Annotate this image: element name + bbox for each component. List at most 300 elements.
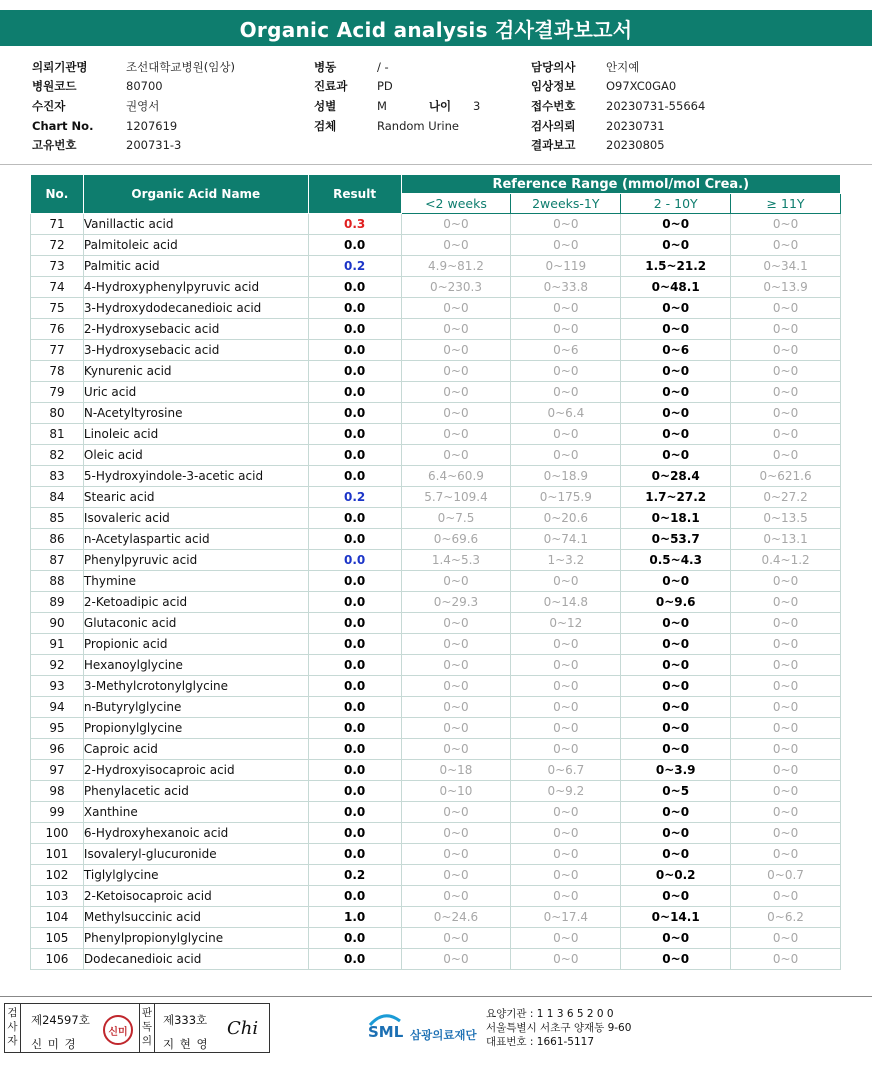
reference-range: 0~18: [401, 760, 511, 781]
reference-range: 0~0: [731, 613, 841, 634]
result-value: 0.2: [308, 865, 401, 886]
acid-name: Methylsuccinic acid: [83, 907, 308, 928]
reference-range: 0~0: [511, 319, 621, 340]
reference-range: 0~0: [731, 361, 841, 382]
row-number: 100: [31, 823, 84, 844]
reference-range: 0~0: [731, 382, 841, 403]
reference-range: 0~0: [511, 298, 621, 319]
acid-name: n-Butyrylglycine: [83, 697, 308, 718]
row-number: 106: [31, 949, 84, 970]
reference-range: 0~0: [511, 949, 621, 970]
reference-range: 0~5: [621, 781, 731, 802]
row-number: 98: [31, 781, 84, 802]
reference-range: 0.4~1.2: [731, 550, 841, 571]
info-row: [531, 57, 705, 77]
table-row: [31, 886, 841, 907]
reference-range: 0~0: [621, 235, 731, 256]
reference-range: 0~0: [621, 949, 731, 970]
age-label: 나이: [428, 98, 452, 113]
reference-range: 0~0: [731, 571, 841, 592]
row-number: 95: [31, 718, 84, 739]
reference-range: 0~20.6: [511, 508, 621, 529]
acid-name: Caproic acid: [83, 739, 308, 760]
table-row: [31, 592, 841, 613]
reference-range: 0~0: [621, 361, 731, 382]
reference-range: 0~74.1: [511, 529, 621, 550]
reference-range: 0~48.1: [621, 277, 731, 298]
info-row: [314, 57, 480, 77]
table-row: [31, 340, 841, 361]
reference-range: 0~0: [731, 655, 841, 676]
reference-range: 0~0: [731, 424, 841, 445]
table-row: [31, 319, 841, 340]
result-value: 0.2: [308, 487, 401, 508]
row-number: 84: [31, 487, 84, 508]
reference-range: 0~0: [401, 571, 511, 592]
reference-range: 0~0: [401, 613, 511, 634]
result-value: 0.0: [308, 466, 401, 487]
table-row: [31, 676, 841, 697]
header-name: Organic Acid Name: [83, 175, 308, 214]
approver-number: 제333호: [163, 1013, 208, 1027]
reference-range: 0~0: [511, 697, 621, 718]
reference-range: 0~0: [621, 298, 731, 319]
row-number: 76: [31, 319, 84, 340]
report-title-banner: [0, 10, 872, 46]
reference-range: 0~0: [401, 739, 511, 760]
reference-range: 0~0: [511, 739, 621, 760]
acid-name: 2-Ketoadipic acid: [83, 592, 308, 613]
table-row: [31, 235, 841, 256]
result-value: 0.0: [308, 571, 401, 592]
table-row: [31, 697, 841, 718]
reference-range: 0~0: [621, 214, 731, 235]
info-column-right: [531, 57, 705, 155]
reference-range: 1.7~27.2: [621, 487, 731, 508]
reference-range: 0~29.3: [401, 592, 511, 613]
reference-range: 0~0: [731, 844, 841, 865]
header-ref-col: <2 weeks: [401, 194, 511, 214]
approver-signature: Chi: [227, 1018, 259, 1039]
reference-range: 0~0: [731, 718, 841, 739]
reference-range: 0~18.1: [621, 508, 731, 529]
tester-label: 검사자: [5, 1004, 21, 1052]
acid-name: 2-Hydroxysebacic acid: [83, 319, 308, 340]
logo-mark: SML: [368, 1023, 404, 1041]
reference-range: 0~0: [731, 319, 841, 340]
reference-range: 0~0: [511, 634, 621, 655]
result-value: 0.0: [308, 592, 401, 613]
row-number: 77: [31, 340, 84, 361]
reference-range: 0~0: [621, 844, 731, 865]
reference-range: 0~0: [621, 655, 731, 676]
header-ref-col: 2 - 10Y: [621, 194, 731, 214]
info-column-middle: [314, 57, 480, 135]
row-number: 78: [31, 361, 84, 382]
row-number: 75: [31, 298, 84, 319]
info-row: [32, 96, 235, 116]
reference-range: 0~0: [731, 802, 841, 823]
reference-range: 0~0: [731, 886, 841, 907]
result-value: 0.0: [308, 844, 401, 865]
reference-range: 0~13.9: [731, 277, 841, 298]
info-value: 20230805: [606, 138, 665, 153]
reference-range: 0~14.8: [511, 592, 621, 613]
result-value: 0.0: [308, 823, 401, 844]
result-value: 0.0: [308, 319, 401, 340]
table-row: [31, 739, 841, 760]
acid-name: Uric acid: [83, 382, 308, 403]
result-value: 0.0: [308, 634, 401, 655]
reference-range: 0~0: [511, 655, 621, 676]
tester-seal: 신미: [103, 1015, 133, 1045]
reference-range: 0~28.4: [621, 466, 731, 487]
result-value: 0.0: [308, 886, 401, 907]
reference-range: 0~24.6: [401, 907, 511, 928]
reference-range: 0~0.7: [731, 865, 841, 886]
result-value: 0.0: [308, 697, 401, 718]
reference-range: 0~0: [511, 718, 621, 739]
table-row: [31, 382, 841, 403]
reference-range: 0~0: [511, 844, 621, 865]
result-value: 0.0: [308, 718, 401, 739]
reference-range: 0~0: [731, 781, 841, 802]
reference-range: 0~0: [731, 340, 841, 361]
acid-name: Isovaleric acid: [83, 508, 308, 529]
row-number: 82: [31, 445, 84, 466]
tester-name: 신 미 경: [31, 1037, 77, 1051]
row-number: 89: [31, 592, 84, 613]
result-value: 0.0: [308, 235, 401, 256]
row-number: 102: [31, 865, 84, 886]
reference-range: 0~0: [731, 760, 841, 781]
header-reference-range: Reference Range (mmol/mol Crea.): [401, 175, 840, 194]
reference-range: 0~0: [621, 676, 731, 697]
reference-range: 0~0: [621, 445, 731, 466]
table-row: [31, 277, 841, 298]
reference-range: 0~0: [621, 697, 731, 718]
row-number: 99: [31, 802, 84, 823]
info-value: 20230731: [606, 118, 665, 133]
table-row: [31, 781, 841, 802]
row-number: 91: [31, 634, 84, 655]
info-label: 고유번호: [32, 138, 77, 153]
info-value: 20230731-55664: [606, 98, 706, 113]
row-number: 104: [31, 907, 84, 928]
result-value: 0.2: [308, 256, 401, 277]
info-label: 접수번호: [531, 98, 576, 113]
info-label: 병동: [314, 59, 337, 74]
reference-range: 0~0: [511, 571, 621, 592]
reference-range: 0~9.2: [511, 781, 621, 802]
table-row: [31, 634, 841, 655]
report-title: Organic Acid analysis 검사결과보고서: [239, 17, 633, 42]
reference-range: 0~0: [511, 928, 621, 949]
info-row: [314, 96, 480, 116]
info-label: 성별: [314, 98, 337, 113]
reference-range: 0~0: [621, 718, 731, 739]
reference-range: 0~0: [511, 823, 621, 844]
result-value: 0.0: [308, 403, 401, 424]
result-value: 0.0: [308, 613, 401, 634]
reference-range: 0~13.1: [731, 529, 841, 550]
address-line: 서울특별시 서초구 양재동 9-60: [486, 1022, 632, 1034]
reference-range: 0~0: [401, 319, 511, 340]
acid-name: Palmitic acid: [83, 256, 308, 277]
info-row: [314, 77, 480, 97]
result-value: 0.0: [308, 760, 401, 781]
info-label: 병원코드: [32, 79, 77, 94]
acid-name: 2-Ketoisocaproic acid: [83, 886, 308, 907]
result-value: 0.0: [308, 781, 401, 802]
reference-range: 6.4~60.9: [401, 466, 511, 487]
info-label: 검체: [314, 118, 337, 133]
reference-range: 0~0: [621, 319, 731, 340]
row-number: 105: [31, 928, 84, 949]
info-value: 1207619: [126, 118, 178, 133]
table-row: [31, 907, 841, 928]
row-number: 81: [31, 424, 84, 445]
row-number: 88: [31, 571, 84, 592]
table-row: [31, 802, 841, 823]
table-row: [31, 298, 841, 319]
reference-range: 0~0: [401, 949, 511, 970]
reference-range: 0~12: [511, 613, 621, 634]
acid-name: Palmitoleic acid: [83, 235, 308, 256]
reference-range: 0~0: [511, 865, 621, 886]
info-row: [32, 116, 235, 136]
row-number: 93: [31, 676, 84, 697]
result-value: 0.3: [308, 214, 401, 235]
reference-range: 0~0: [401, 382, 511, 403]
reference-range: 0~0: [511, 214, 621, 235]
reference-range: 0~0: [731, 445, 841, 466]
reference-range: 0~0: [511, 802, 621, 823]
result-value: 0.0: [308, 802, 401, 823]
acid-name: 3-Hydroxysebacic acid: [83, 340, 308, 361]
reference-range: 0~119: [511, 256, 621, 277]
table-row: [31, 571, 841, 592]
reference-range: 0~6: [621, 340, 731, 361]
table-row: [31, 655, 841, 676]
reference-range: 0~10: [401, 781, 511, 802]
header-ref-col: 2weeks-1Y: [511, 194, 621, 214]
acid-name: n-Acetylaspartic acid: [83, 529, 308, 550]
reference-range: 0~7.5: [401, 508, 511, 529]
acid-name: Propionylglycine: [83, 718, 308, 739]
reference-range: 0~0: [731, 676, 841, 697]
reference-range: 0~0: [731, 823, 841, 844]
acid-name: Hexanoylglycine: [83, 655, 308, 676]
reference-range: 5.7~109.4: [401, 487, 511, 508]
row-number: 96: [31, 739, 84, 760]
reference-range: 0~34.1: [731, 256, 841, 277]
reference-range: 1.4~5.3: [401, 550, 511, 571]
table-row: [31, 928, 841, 949]
info-label: 담당의사: [531, 59, 576, 74]
reference-range: 0~0: [621, 571, 731, 592]
reference-range: 0~0: [621, 634, 731, 655]
info-label: 수진자: [32, 98, 66, 113]
acid-name: Linoleic acid: [83, 424, 308, 445]
acid-name: Propionic acid: [83, 634, 308, 655]
acid-name: N-Acetyltyrosine: [83, 403, 308, 424]
patient-info-section: [0, 52, 872, 165]
reference-range: 0~0: [401, 361, 511, 382]
row-number: 86: [31, 529, 84, 550]
result-value: 0.0: [308, 340, 401, 361]
table-row: [31, 361, 841, 382]
info-value: 조선대학교병원(임상): [126, 59, 235, 74]
reference-range: 0~0: [621, 886, 731, 907]
info-value: 200731-3: [126, 138, 182, 153]
reference-range: 0~6: [511, 340, 621, 361]
info-label: 검사의뢰: [531, 118, 576, 133]
info-label: 진료과: [314, 79, 348, 94]
reference-range: 0~0: [621, 823, 731, 844]
result-value: 1.0: [308, 907, 401, 928]
reference-range: 0~175.9: [511, 487, 621, 508]
reference-range: 0~9.6: [621, 592, 731, 613]
address-line: 대표번호 : 1661-5117: [486, 1036, 595, 1048]
reference-range: 0~0: [511, 676, 621, 697]
reference-range: 0~6.7: [511, 760, 621, 781]
reference-range: 0~0: [401, 298, 511, 319]
info-value: 안지예: [606, 59, 640, 74]
result-value: 0.0: [308, 298, 401, 319]
acid-name: Phenylacetic acid: [83, 781, 308, 802]
info-row: [32, 135, 235, 155]
table-row: [31, 844, 841, 865]
result-value: 0.0: [308, 949, 401, 970]
acid-name: Thymine: [83, 571, 308, 592]
table-row: [31, 487, 841, 508]
reference-range: 0~13.5: [731, 508, 841, 529]
reference-range: 0~0: [731, 634, 841, 655]
row-number: 83: [31, 466, 84, 487]
reference-range: 0~0: [621, 424, 731, 445]
reference-range: 0~0: [401, 718, 511, 739]
org-name: 삼광의료재단: [410, 1028, 477, 1042]
reference-range: 0~0: [401, 697, 511, 718]
table-row: [31, 445, 841, 466]
row-number: 74: [31, 277, 84, 298]
reference-range: 0~0: [401, 445, 511, 466]
reference-range: 0~3.9: [621, 760, 731, 781]
result-value: 0.0: [308, 445, 401, 466]
address-block: [486, 1007, 631, 1049]
info-value: M: [377, 98, 387, 113]
reference-range: 0~0: [511, 445, 621, 466]
info-row: [314, 116, 480, 136]
reference-range: 0~0: [401, 214, 511, 235]
result-value: 0.0: [308, 424, 401, 445]
info-label: 결과보고: [531, 138, 576, 153]
table-row: [31, 613, 841, 634]
table-row: [31, 949, 841, 970]
reference-range: 0~230.3: [401, 277, 511, 298]
acid-name: 3-Methylcrotonylglycine: [83, 676, 308, 697]
row-number: 71: [31, 214, 84, 235]
acid-name: Phenylpropionylglycine: [83, 928, 308, 949]
reference-range: 0~0: [401, 655, 511, 676]
reference-range: 0~0: [401, 634, 511, 655]
info-row: [531, 135, 705, 155]
reference-range: 0~0: [621, 739, 731, 760]
table-row: [31, 865, 841, 886]
reference-range: 0~0: [731, 739, 841, 760]
acid-name: Dodecanedioic acid: [83, 949, 308, 970]
reference-range: 0~0: [401, 403, 511, 424]
reference-range: 0~0: [621, 928, 731, 949]
reference-range: 0~17.4: [511, 907, 621, 928]
acid-name: Stearic acid: [83, 487, 308, 508]
reference-range: 0~6.4: [511, 403, 621, 424]
reference-range: 1.5~21.2: [621, 256, 731, 277]
reference-range: 0~6.2: [731, 907, 841, 928]
info-value: PD: [377, 79, 393, 94]
info-label: 임상정보: [531, 79, 576, 94]
acid-name: Vanillactic acid: [83, 214, 308, 235]
info-label: 의뢰기관명: [32, 59, 88, 74]
age-value: 3: [472, 98, 481, 113]
reference-range: 0~18.9: [511, 466, 621, 487]
result-value: 0.0: [308, 655, 401, 676]
reference-range: 0~0: [511, 361, 621, 382]
result-value: 0.0: [308, 529, 401, 550]
table-row: [31, 214, 841, 235]
reference-range: 0~0: [621, 403, 731, 424]
address-line: 요양기관 : 1 1 3 6 5 2 0 0: [486, 1008, 614, 1020]
row-number: 80: [31, 403, 84, 424]
approver-name: 지 현 영: [163, 1037, 209, 1051]
info-column-left: [32, 57, 235, 155]
reference-range: 0~0: [401, 424, 511, 445]
acid-name: Kynurenic acid: [83, 361, 308, 382]
reference-range: 0~0: [731, 214, 841, 235]
reference-range: 0~0: [401, 886, 511, 907]
table-row: [31, 508, 841, 529]
reference-range: 0~0: [731, 403, 841, 424]
acid-name: 5-Hydroxyindole-3-acetic acid: [83, 466, 308, 487]
result-value: 0.0: [308, 361, 401, 382]
reference-range: 0~0: [401, 928, 511, 949]
reference-range: 0~621.6: [731, 466, 841, 487]
signature-box: [4, 1003, 270, 1053]
table-row: [31, 760, 841, 781]
reference-range: 0~0: [511, 886, 621, 907]
reference-range: 0~0: [401, 235, 511, 256]
reference-range: 0~0: [731, 697, 841, 718]
acid-name: Oleic acid: [83, 445, 308, 466]
row-number: 97: [31, 760, 84, 781]
reference-range: 1~3.2: [511, 550, 621, 571]
reference-range: 0~0: [511, 235, 621, 256]
table-row: [31, 823, 841, 844]
report-footer: [0, 996, 872, 1065]
row-number: 90: [31, 613, 84, 634]
reference-range: 0~0: [401, 802, 511, 823]
tester-number: 제24597호: [31, 1013, 90, 1027]
result-value: 0.0: [308, 277, 401, 298]
reference-range: 0~0: [731, 235, 841, 256]
result-value: 0.0: [308, 550, 401, 571]
reference-range: 4.9~81.2: [401, 256, 511, 277]
reference-range: 0~0: [621, 382, 731, 403]
table-row: [31, 256, 841, 277]
approver-label: 판독의: [139, 1004, 155, 1052]
reference-range: 0~0: [731, 592, 841, 613]
